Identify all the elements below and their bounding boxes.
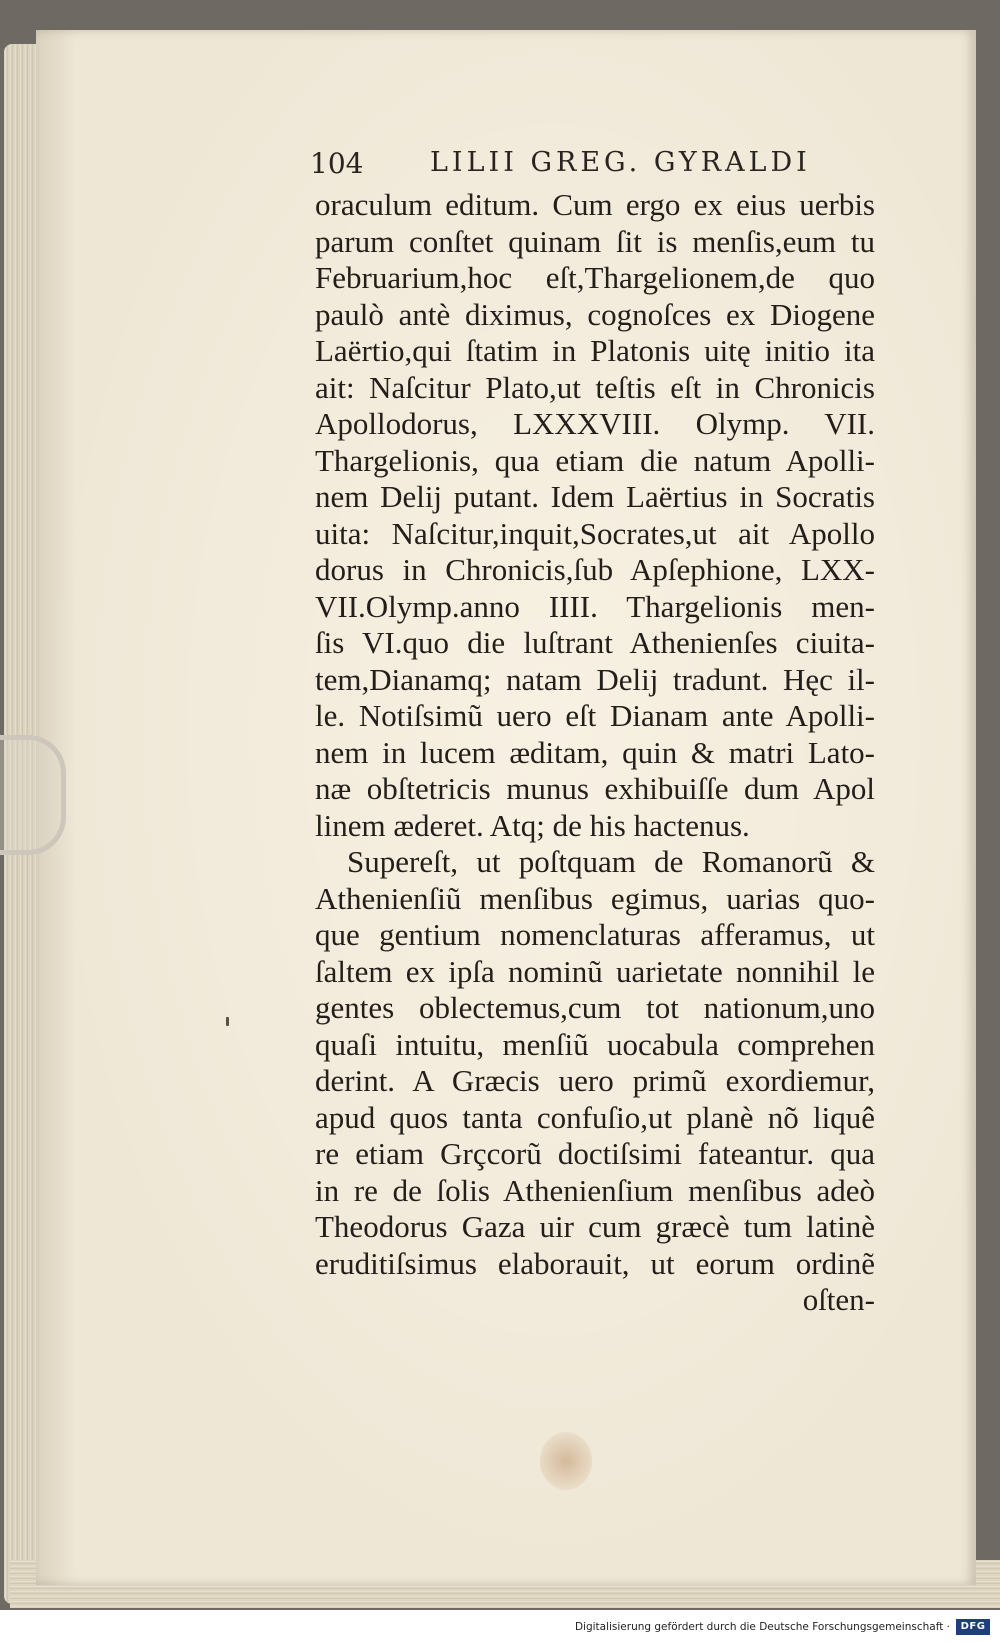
- text-line: dorus in Chronicis,ſub Apſephione, LXX-: [315, 552, 875, 587]
- text-line: paulò antè diximus, cognoſces ex Diogene: [315, 296, 875, 332]
- text-line: derint. A Græcis uero primũ exordiemur,: [315, 1063, 875, 1098]
- text-line: re etiam Grçcorũ doctiſsimi fateantur. qua: [315, 1136, 875, 1171]
- body-text: [315, 187, 875, 1319]
- funding-credit: Digitalisierung gefördert durch die Deutsche Forschungsgemeinschaft ·: [574, 1621, 950, 1633]
- paragraph-start-line: Supereſt, ut poſtquam de Romanorũ &: [347, 844, 875, 879]
- book-clip: [0, 735, 66, 855]
- text-line: uita: Naſcitur,inquit,Socrates,ut ait Apollo: [315, 515, 875, 551]
- text-line: parum conſtet quinam ſit is menſis,eum tu: [315, 223, 875, 259]
- text-line: le. Notiſsimũ uero eſt Dianam ante Apolli-: [315, 698, 875, 733]
- running-title: LILII GREG. GYRALDI: [430, 147, 811, 178]
- text-line: Februarium,hoc eſt,Thargelionem,de quo: [315, 260, 875, 295]
- text-line: ſaltem ex ipſa nominũ uarietate nonnihil le: [315, 953, 875, 989]
- text-line: Theodorus Gaza uir cum græcè tum latinè: [315, 1209, 875, 1244]
- dfg-logo: DFG: [956, 1619, 990, 1635]
- text-line: ait: Naſcitur Plato,ut teſtis eſt in Chronicis: [315, 369, 875, 405]
- ink-speck: [226, 1017, 229, 1026]
- text-line: in re de ſolis Athenienſium menſibus adeò: [315, 1172, 875, 1208]
- text-line: gentes oblectemus,cum tot nationum,uno: [315, 990, 875, 1025]
- text-line: nem in lucem æditam, quin & matri Lato-: [315, 734, 875, 770]
- text-line: quaſi intuitu, menſiũ uocabula comprehen: [315, 1026, 875, 1062]
- text-line: eruditiſsimus elaborauit, ut eorum ordinẽ: [315, 1245, 875, 1281]
- page-number: 104: [310, 147, 364, 180]
- text-line: næ obſtetricis munus exhibuiſſe dum Apol: [315, 771, 875, 806]
- text-line: Thargelionis, qua etiam die natum Apolli-: [315, 442, 875, 478]
- catchword: oſten-: [802, 1282, 875, 1317]
- page-header: [310, 147, 870, 187]
- text-line: ſis VI.quo die luſtrant Athenienſes ciuita-: [315, 625, 875, 660]
- text-line: Athenienſiũ menſibus egimus, uarias quo-: [315, 880, 875, 916]
- text-line: oraculum editum. Cum ergo ex eius uerbis: [315, 187, 875, 222]
- text-line: que gentium nomenclaturas afferamus, ut: [315, 917, 875, 952]
- text-line: Apollodorus, LXXXVIII. Olymp. VII.: [315, 406, 875, 441]
- text-line: linem æderet. Atq; de his hactenus.: [315, 807, 750, 843]
- text-line: nem Delij putant. Idem Laërtius in Socratis: [315, 479, 875, 514]
- text-line: Laërtio,qui ſtatim in Platonis uitę initio ita: [315, 333, 875, 368]
- text-line: VII.Olymp.anno IIII. Thargelionis men-: [315, 588, 875, 624]
- text-line: apud quos tanta confuſio,ut planè nõ liquê: [315, 1099, 875, 1135]
- paper-stain: [540, 1432, 592, 1490]
- text-line: tem,Dianamq; natam Delij tradunt. Hęc il-: [315, 661, 875, 697]
- footer-bar: [0, 1610, 1000, 1642]
